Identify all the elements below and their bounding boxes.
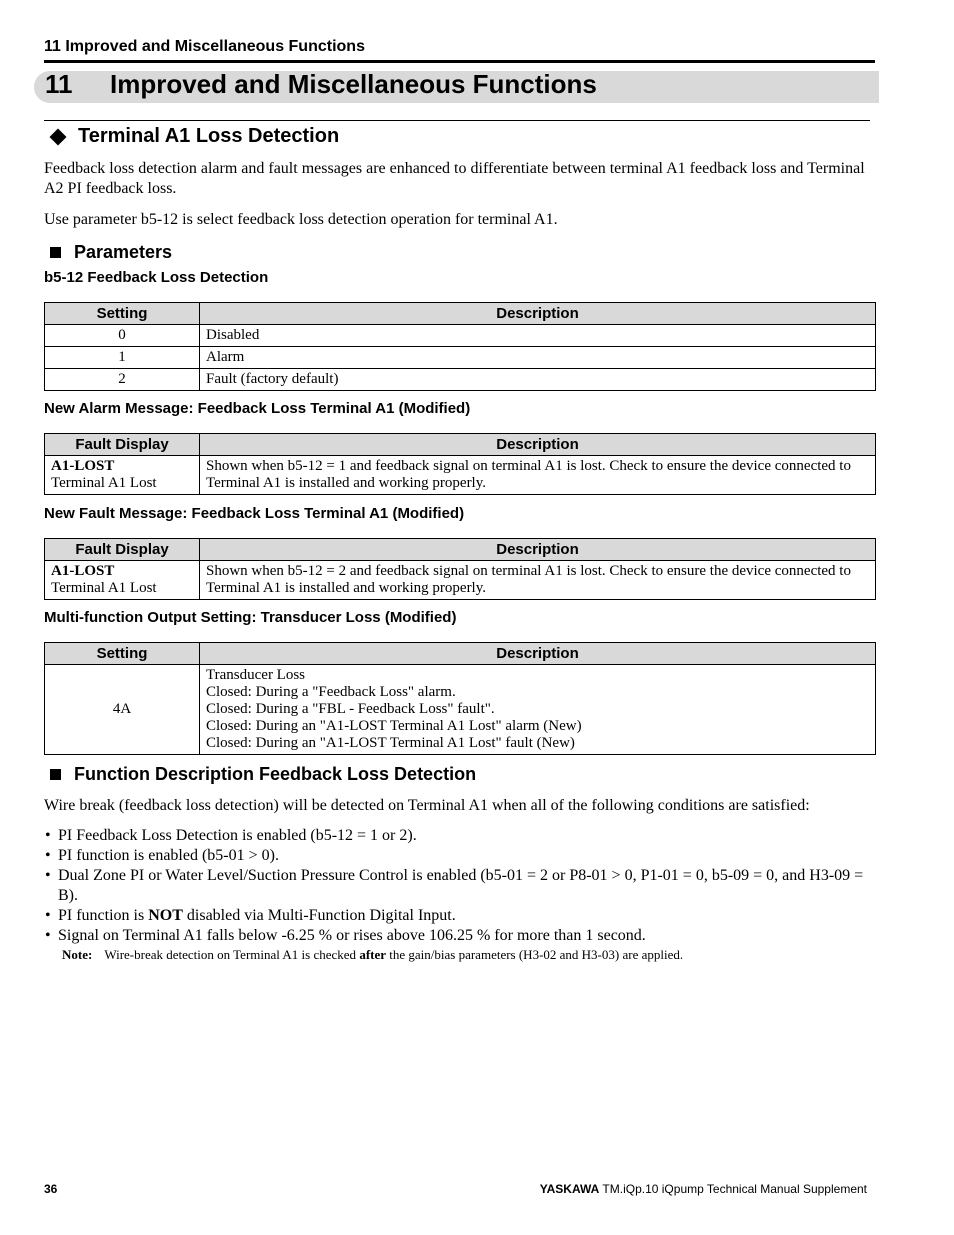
list-item: • Signal on Terminal A1 falls below -6.25 % or rises above 106.25 % for more than 1 second. xyxy=(44,926,874,946)
description-cell: Shown when b5-12 = 1 and feedback signal on terminal A1 is lost. Check to ensure the device connected to Terminal A1 is installed and working properly. xyxy=(200,456,876,495)
b512-header-setting: Setting xyxy=(45,303,200,325)
description-cell: Fault (factory default) xyxy=(200,369,876,391)
fault-table-title: New Fault Message: Feedback Loss Terminal A1 (Modified) xyxy=(44,505,465,522)
description-cell xyxy=(200,665,876,755)
setting-cell: 2 xyxy=(45,369,200,391)
setting-cell: 0 xyxy=(45,325,200,347)
diamond-icon xyxy=(50,128,67,145)
list-item-text: disabled via Multi-Function Digital Input. xyxy=(182,907,456,924)
list-item-text: PI function is xyxy=(58,907,149,924)
fault-header-description: Description xyxy=(200,539,876,561)
section-title: Terminal A1 Loss Detection xyxy=(78,125,340,147)
note-label: Note: xyxy=(62,947,93,962)
parameters-heading-text: Parameters xyxy=(74,242,173,262)
fault-name: Terminal A1 Lost xyxy=(51,475,157,491)
alarm-header-fault-display: Fault Display xyxy=(45,434,200,456)
square-bullet-icon xyxy=(50,769,61,780)
fault-name: Terminal A1 Lost xyxy=(51,580,157,596)
parameters-heading xyxy=(50,242,172,263)
description-line: Closed: During a "Feedback Loss" alarm. xyxy=(206,684,456,700)
square-bullet-icon xyxy=(50,247,61,258)
function-description-heading-text: Function Description Feedback Loss Detection xyxy=(74,764,477,784)
table-row xyxy=(45,325,876,347)
description-line: Transducer Loss xyxy=(206,667,306,683)
list-item: • PI Feedback Loss Detection is enabled (b5-12 = 1 or 2). xyxy=(44,826,874,846)
function-description-heading xyxy=(50,764,476,785)
list-item xyxy=(44,906,874,926)
b512-table xyxy=(44,302,876,391)
table-row xyxy=(45,561,876,600)
note xyxy=(62,947,683,963)
fault-code: A1-LOST xyxy=(51,458,115,474)
brand-name: YASKAWA xyxy=(539,1182,600,1196)
description-cell: Disabled xyxy=(200,325,876,347)
b512-header-description: Description xyxy=(200,303,876,325)
section-rule xyxy=(44,120,870,121)
setting-cell: 4A xyxy=(45,665,200,755)
conditions-list xyxy=(44,826,874,946)
fault-table xyxy=(44,538,876,600)
alarm-table-title: New Alarm Message: Feedback Loss Terminal A1 (Modified) xyxy=(44,400,471,417)
note-text: the gain/bias parameters (H3-02 and H3-03) are applied. xyxy=(386,947,684,962)
mfo-header-setting: Setting xyxy=(45,643,200,665)
table-row xyxy=(45,665,876,755)
header-rule xyxy=(44,60,875,63)
note-emphasis: after xyxy=(359,947,387,962)
note-text: Wire-break detection on Terminal A1 is checked xyxy=(104,947,360,962)
table-row xyxy=(45,456,876,495)
mfo-header-description: Description xyxy=(200,643,876,665)
b512-table-title: b5-12 Feedback Loss Detection xyxy=(44,269,269,286)
footer-document-title xyxy=(540,1182,867,1196)
function-description-intro: Wire break (feedback loss detection) will be detected on Terminal A1 when all of the following conditions are satisfied: xyxy=(44,797,810,814)
setting-cell: 1 xyxy=(45,347,200,369)
alarm-header-description: Description xyxy=(200,434,876,456)
description-line: Closed: During a "FBL - Feedback Loss" fault". xyxy=(206,701,495,717)
table-row xyxy=(45,369,876,391)
mfo-table-title: Multi-function Output Setting: Transducer Loss (Modified) xyxy=(44,609,457,626)
page-number: 36 xyxy=(44,1182,58,1196)
document-name: TM.iQp.10 iQpump Technical Manual Supplement xyxy=(599,1182,867,1196)
fault-display-cell xyxy=(45,456,200,495)
mfo-table xyxy=(44,642,876,755)
chapter-number: 11 xyxy=(45,69,73,99)
description-line: Closed: During an "A1-LOST Terminal A1 Lost" fault (New) xyxy=(206,735,575,751)
fault-code: A1-LOST xyxy=(51,563,115,579)
list-item: • PI function is enabled (b5-01 > 0). xyxy=(44,846,874,866)
emphasis-not: NOT xyxy=(148,907,183,924)
intro-paragraph-1: Feedback loss detection alarm and fault messages are enhanced to differentiate between terminal A1 feedback loss and Terminal A2 PI feedback loss. xyxy=(44,160,865,197)
alarm-table xyxy=(44,433,876,495)
section-heading xyxy=(48,125,339,148)
description-cell: Shown when b5-12 = 2 and feedback signal on terminal A1 is lost. Check to ensure the device connected to Terminal A1 is installed and working properly. xyxy=(200,561,876,600)
description-cell: Alarm xyxy=(200,347,876,369)
fault-header-fault-display: Fault Display xyxy=(45,539,200,561)
intro-paragraph-2: Use parameter b5-12 is select feedback loss detection operation for terminal A1. xyxy=(44,211,558,228)
list-item: • Dual Zone PI or Water Level/Suction Pressure Control is enabled (b5-01 = 2 or P8-01 > 0, P1-01 = 0, b5-09 = 0, and H3-09 = B). xyxy=(44,866,874,906)
fault-display-cell xyxy=(45,561,200,600)
chapter-title: Improved and Miscellaneous Functions xyxy=(110,69,597,99)
table-row xyxy=(45,347,876,369)
description-line: Closed: During an "A1-LOST Terminal A1 Lost" alarm (New) xyxy=(206,718,582,734)
running-header: 11 Improved and Miscellaneous Functions xyxy=(44,38,365,55)
